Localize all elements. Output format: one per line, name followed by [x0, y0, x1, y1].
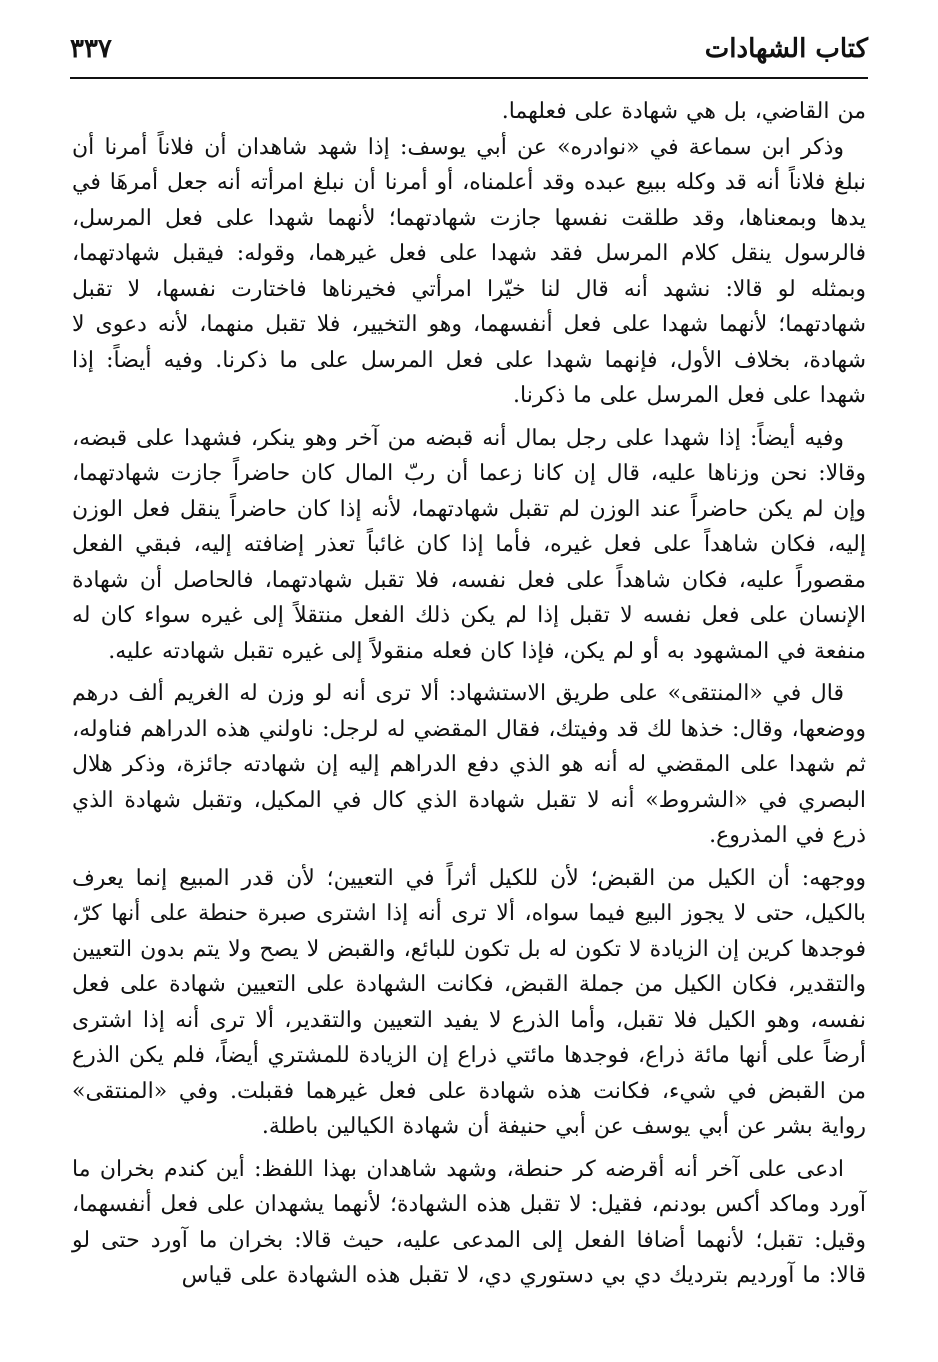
paragraph-continuation: من القاضي، بل هي شهادة على فعلهما. — [501, 99, 866, 124]
paragraph-loan-claim: ادعى على آخر أنه أقرضه كر حنطة، وشهد شاهدان بهذا اللفظ: أين كندم بخران ما آورد وماكد أكس بودنم، فقيل: لا تقبل هذه الشهادة؛ لأنهما يشهدان على فعل أنفسهما، وقيل: تقبل؛ لأنهما أضافا الفعل إلى المدعى عليه، حيث قالا: بخران ما آورد حتى لو قالا: ما آورديم بترديك دي بي دستوري دي، لا تقبل هذه الشهادة على قياس — [72, 1156, 866, 1288]
paragraph-weighing: وفيه أيضاً: إذا شهدا على رجل بمال أنه قبضه من آخر وهو ينكر، فشهدا على قبضه، وقالا: نحن وزناها عليه، قال إن كانا زعما أن ربّ المال كان حاضراً جازت شهادتهما، وإن لم يكن حاضراً عند الوزن لم تقبل شهادتهما، لأنه إذا كان حاضراً ينقل فعل الوزن إليه، فكان شاهداً على فعل غيره، فأما إذا كان غائباً تعذر إضافته إليه، فبقي الفعل مقصوراً عليه، فكان شاهداً على فعل نفسه، فلا تقبل شهادتهما، فالحاصل أن شهادة الإنسان على فعل نفسه لا تقبل إذا لم يكن ذلك الفعل منتقلاً إلى غيره سواء كان له منفعة في المشهود به أو لم يكن، فإذا كان فعله منقولاً إلى غيره تقبل شهادته عليه. — [72, 425, 866, 664]
header-divider — [70, 77, 868, 79]
paragraph-measuring: ووجهه: أن الكيل من القبض؛ لأن للكيل أثراً في التعيين؛ لأن قدر المبيع إنما يعرف بالكيل، حتى لا يجوز البيع فيما سواه، ألا ترى أنه إذا اشترى صبرة حنطة على أنها كرّ، فوجدها كرين إن الزيادة لا تكون له بل تكون للبائع، والقبض لا يصح ولا يتم بدون التعيين والتقدير، فكان الكيل من جملة القبض، فكانت الشهادة على التعيين شهادة على فعل نفسه، وهو الكيل فلا تقبل، وأما الذرع لا يفيد التعيين والتقدير، ألا ترى أنه إذا اشترى أرضاً على أنها مائة ذراع، فوجدها مائتي ذراع إن الزيادة للمشتري أيضاً، فلم يكن الذرع من القبض في شيء، فكانت هذه شهادة على فعل غيرهما فقبلت. وفي «المنتقى» رواية بشر عن أبي يوسف عن أبي حنيفة أن شهادة الكيالين باطلة. — [72, 865, 866, 1139]
page-number: ٣٣٧ — [70, 34, 112, 64]
paragraph-ibn-samaa: وذكر ابن سماعة في «نوادره» عن أبي يوسف: إذا شهد شاهدان أن فلاناً أمرنا أن نبلغ فلاناً أنه قد وكله ببيع عبده وقد أعلمناه، أو أمرنا أن نبلغ امرأته أنه جعل أمرهَا في يدها وبمعناها، وقد طلقت نفسها جازت شهادتهما؛ لأنهما شهدا على فعل المرسل، فالرسول ينقل كلام المرسل فقد شهدا على فعل غيرهما، وقوله: فيقبل شهادتهما، وبمثله لو قالا: نشهد أنه قال لنا خيّرا امرأتي فخيرناها فاختارت نفسها، لا تقبل شهادتهما؛ لأنهما شهدا على فعل أنفسهما، وهو التخيير، فلا تقبل منهما، لأنه دعوى لا شهادة، بخلاف الأول، فإنهما شهدا على فعل المرسل على ما ذكرنا. وفيه أيضاً: إذا شهدا على فعل المرسل على ما ذكرنا. — [72, 134, 866, 408]
page-header — [70, 28, 868, 72]
paragraph-muntaqa: قال في «المنتقى» على طريق الاستشهاد: ألا ترى أنه لو وزن له الغريم ألف درهم ووضعها، وقال: خذها لك قد وفيتك، فقال المقضي له لرجل: ناولني هذه الدراهم فناوله، ثم شهدا على المقضي له أنه هو الذي دفع الدراهم إليه إن شهادته جائزة، وذكر هلال البصري في «الشروط» أنه لا تقبل شهادة الذي كال في المكيل، وتقبل شهادة الذي ذرع في المذروع. — [72, 681, 866, 848]
body-text — [72, 94, 866, 1294]
running-title: كتاب الشهادات — [704, 34, 868, 64]
